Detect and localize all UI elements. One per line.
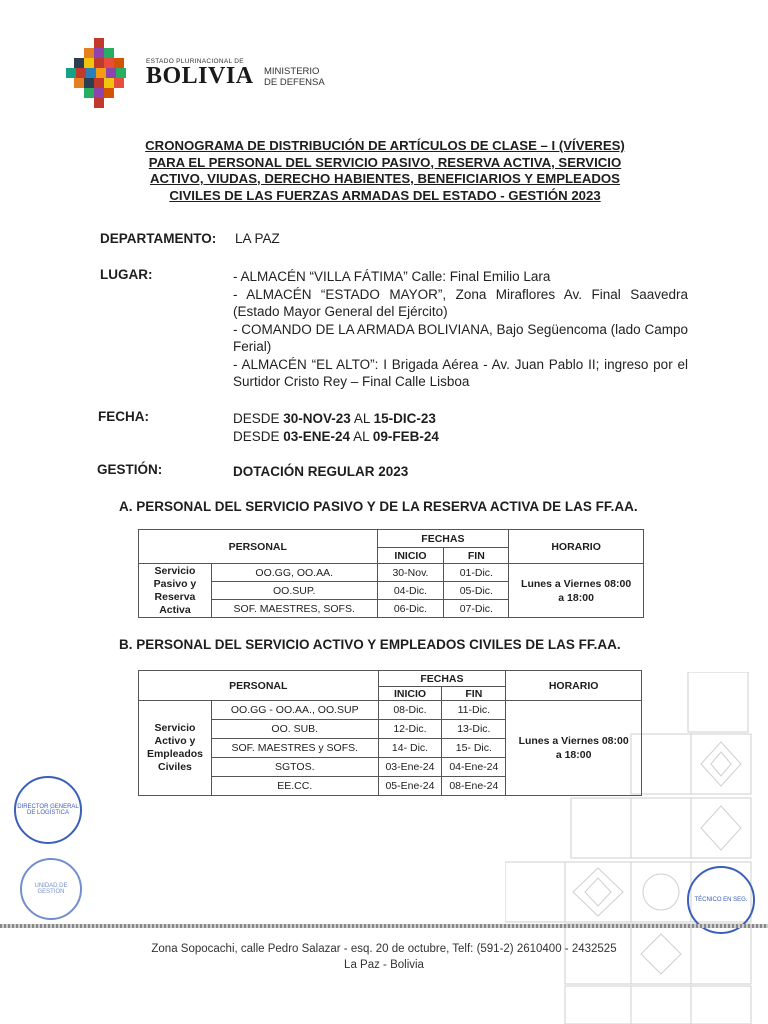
fin-cell: 13-Dic. bbox=[442, 720, 506, 739]
personal-cell: OO.GG, OO.AA. bbox=[211, 564, 377, 582]
lugar-item: - ALMACÉN “ESTADO MAYOR”, Zona Miraflores Av. Final Saavedra (Estado Mayor General del Ejército) bbox=[233, 286, 688, 319]
footer-divider bbox=[0, 924, 768, 928]
horario-cell: Lunes a Viernes 08:00 a 18:00 bbox=[506, 701, 642, 796]
header-inicio: INICIO bbox=[377, 548, 444, 564]
lugar-item: - COMANDO DE LA ARMADA BOLIVIANA, Bajo Següencoma (lado Campo Ferial) bbox=[233, 321, 688, 354]
estado-label: ESTADO PLURINACIONAL DE bbox=[146, 58, 244, 65]
ministry-line2: DE DEFENSA bbox=[264, 77, 325, 88]
personal-cell: OO.SUP. bbox=[211, 582, 377, 600]
lugar-item: - ALMACÉN “VILLA FÁTIMA” Calle: Final Emilio Lara bbox=[233, 269, 551, 284]
gestion-value: DOTACIÓN REGULAR 2023 bbox=[233, 464, 409, 479]
fin-cell: 08-Ene-24 bbox=[442, 777, 506, 796]
personal-cell: EE.CC. bbox=[211, 777, 378, 796]
horario-cell: Lunes a Viernes 08:00 a 18:00 bbox=[509, 564, 644, 618]
inicio-cell: 05-Ene-24 bbox=[378, 777, 442, 796]
fin-cell: 07-Dic. bbox=[444, 600, 509, 618]
table-header-row bbox=[139, 530, 644, 548]
fecha-rows bbox=[233, 410, 439, 445]
footer-line2: La Paz - Bolivia bbox=[344, 959, 424, 971]
fin-cell: 01-Dic. bbox=[444, 564, 509, 582]
fecha-label: FECHA: bbox=[98, 409, 149, 424]
fecha-row bbox=[233, 428, 439, 446]
table-header-row bbox=[139, 671, 642, 687]
inicio-cell: 12-Dic. bbox=[378, 720, 442, 739]
desde-text: DESDE bbox=[233, 411, 280, 426]
fin-cell: 15- Dic. bbox=[442, 739, 506, 758]
table-row bbox=[139, 701, 642, 720]
fin-cell: 11-Dic. bbox=[442, 701, 506, 720]
title-line: PARA EL PERSONAL DEL SERVICIO PASIVO, RESERVA ACTIVA, SERVICIO bbox=[148, 154, 622, 170]
fecha-from: 03-ENE-24 bbox=[283, 428, 351, 444]
group-label: Servicio Pasivo y Reserva Activa bbox=[139, 564, 212, 618]
personal-cell: SOF. MAESTRES, SOFS. bbox=[211, 600, 377, 618]
al-text: AL bbox=[353, 428, 370, 444]
inicio-cell: 14- Dic. bbox=[378, 739, 442, 758]
title-line: CIVILES DE LAS FUERZAS ARMADAS DEL ESTADO - GESTIÓN 2023 bbox=[169, 187, 601, 203]
inicio-cell: 08-Dic. bbox=[378, 701, 442, 720]
stamp-text: UNIDAD DE GESTIÓN bbox=[34, 883, 68, 895]
inicio-cell: 06-Dic. bbox=[377, 600, 444, 618]
header-personal: PERSONAL bbox=[139, 530, 378, 564]
header-fechas: FECHAS bbox=[377, 530, 509, 548]
footer-address bbox=[0, 941, 768, 973]
management-unit-stamp bbox=[20, 858, 82, 920]
header-horario: HORARIO bbox=[506, 671, 642, 701]
gestion-label: GESTIÓN: bbox=[97, 462, 163, 477]
header-horario: HORARIO bbox=[509, 530, 644, 564]
footer-line1: Zona Sopocachi, calle Pedro Salazar - esq. 20 de octubre, Telf: (591-2) 2610400 - 2432525 bbox=[151, 943, 617, 955]
group-label: Servicio Activo y Empleados Civiles bbox=[139, 701, 212, 796]
stamp-text: DIRECTOR GENERAL DE LOGÍSTICA bbox=[17, 804, 79, 816]
section-b-heading: B. PERSONAL DEL SERVICIO ACTIVO Y EMPLEADOS CIVILES DE LAS FF.AA. bbox=[119, 637, 621, 652]
header-inicio: INICIO bbox=[378, 687, 442, 701]
inicio-cell: 03-Ene-24 bbox=[378, 758, 442, 777]
departamento-value: LA PAZ bbox=[235, 231, 280, 246]
header-fin: FIN bbox=[442, 687, 506, 701]
table-row bbox=[139, 564, 644, 582]
lugar-item: - ALMACÉN “EL ALTO”: I Brigada Aérea - Av. Juan Pablo II; ingreso por el Surtidor Cristo Rey – Final Calle Lisboa bbox=[233, 356, 688, 389]
stamp-text: TÉCNICO EN SEG. bbox=[694, 897, 748, 903]
fin-cell: 05-Dic. bbox=[444, 582, 509, 600]
lugar-label: LUGAR: bbox=[100, 267, 153, 282]
header-fechas: FECHAS bbox=[378, 671, 506, 687]
inicio-cell: 04-Dic. bbox=[377, 582, 444, 600]
ministry-line1: MINISTERIO bbox=[264, 66, 320, 77]
section-a-heading: A. PERSONAL DEL SERVICIO PASIVO Y DE LA RESERVA ACTIVA DE LAS FF.AA. bbox=[119, 499, 638, 514]
lugar-list bbox=[233, 268, 688, 391]
ministry-name bbox=[264, 66, 325, 88]
title-line: ACTIVO, VIUDAS, DERECHO HABIENTES, BENEFICIARIOS Y EMPLEADOS bbox=[150, 171, 620, 186]
fecha-from: 30-NOV-23 bbox=[283, 411, 351, 426]
logistics-director-stamp bbox=[14, 776, 82, 844]
header-title bbox=[146, 58, 254, 87]
bolivia-emblem-icon bbox=[66, 38, 136, 108]
fin-cell: 04-Ene-24 bbox=[442, 758, 506, 777]
document-title bbox=[100, 138, 670, 204]
fecha-row bbox=[233, 410, 439, 428]
country-name: BOLIVIA bbox=[146, 63, 254, 89]
header-personal: PERSONAL bbox=[139, 671, 379, 701]
desde-text: DESDE bbox=[233, 428, 280, 444]
schedule-table-b bbox=[138, 670, 642, 796]
schedule-table-a bbox=[138, 529, 644, 618]
departamento-label: DEPARTAMENTO: bbox=[100, 231, 217, 246]
al-text: AL bbox=[353, 411, 370, 426]
header-fin: FIN bbox=[444, 548, 509, 564]
fecha-to: 09-FEB-24 bbox=[372, 428, 439, 444]
personal-cell: SGTOS. bbox=[211, 758, 378, 777]
fecha-to: 15-DIC-23 bbox=[373, 411, 436, 426]
inicio-cell: 30-Nov. bbox=[377, 564, 444, 582]
personal-cell: OO. SUB. bbox=[211, 720, 378, 739]
title-line: CRONOGRAMA DE DISTRIBUCIÓN DE ARTÍCULOS DE CLASE – I (VÍVERES) bbox=[145, 138, 625, 153]
personal-cell: OO.GG - OO.AA., OO.SUP bbox=[211, 701, 378, 720]
personal-cell: SOF. MAESTRES y SOFS. bbox=[211, 739, 378, 758]
